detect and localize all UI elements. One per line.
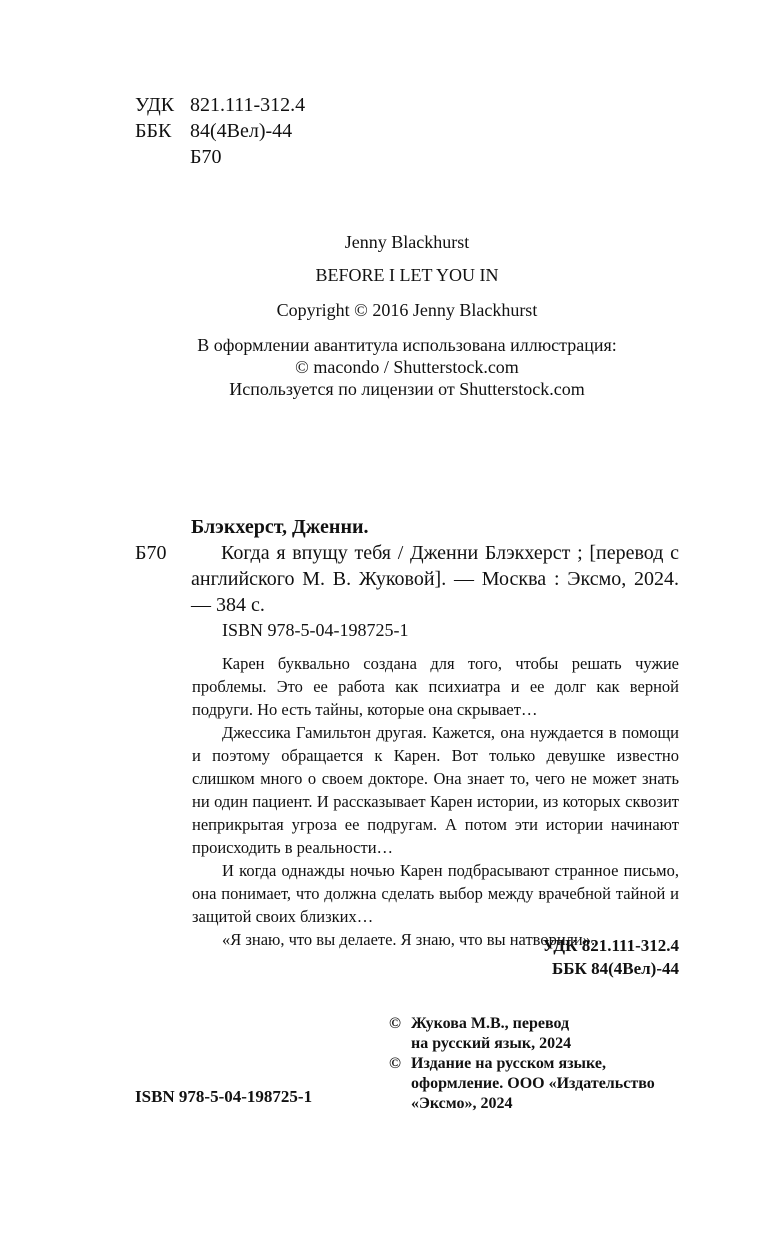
biblio-entry: [135, 540, 679, 618]
bottom-bbk: ББК 84(4Вел)-44: [552, 959, 679, 978]
biblio-heading: Блэкхерст, Дженни.: [191, 516, 369, 538]
copyright-line: Жукова М.В., перевод: [411, 1015, 570, 1032]
copyright-notices: [389, 1014, 689, 1114]
annotation: [192, 652, 679, 951]
copyright-line: оформление. ООО «Издательство: [411, 1075, 655, 1092]
bottom-udk: УДК 821.111-312.4: [542, 936, 679, 955]
udk-value: 821.111-312.4: [190, 94, 306, 116]
copyright-sign: ©: [389, 1055, 401, 1072]
original-title: BEFORE I LET YOU IN: [315, 265, 499, 285]
udk-row: [135, 92, 305, 118]
illustration-line: Используется по лицензии от Shutterstock.com: [229, 379, 585, 399]
author-sign: Б70: [190, 146, 222, 168]
illustration-credit: [135, 334, 679, 400]
annotation-paragraph: И когда однажды ночью Карен подбрасывают странное письмо, она понимает, что должна сделать выбор между врачебной тайной и защитой своих близких…: [192, 861, 679, 926]
illustration-line: В оформлении авантитула использована иллюстрация:: [197, 335, 617, 355]
isbn-record: ISBN 978-5-04-198725-1: [222, 620, 409, 640]
copyright-edition: [389, 1054, 689, 1114]
bibliographic-record: [135, 514, 679, 618]
copyright-line: «Эксмо», 2024: [411, 1095, 513, 1112]
bbk-label: ББК: [135, 120, 172, 142]
copyright-line: на русский язык, 2024: [411, 1035, 572, 1052]
annotation-paragraph: «Я знаю, что вы делаете. Я знаю, что вы натворили».: [222, 930, 596, 949]
isbn-bottom: ISBN 978-5-04-198725-1: [135, 1087, 313, 1106]
bbk-row: [135, 118, 305, 144]
biblio-description: Когда я впущу тебя / Дженни Блэкхерст ; [перевод с английского М. В. Жуковой]. — Москва : Эксмо, 2024. — 384 с.: [191, 542, 679, 616]
bbk-value: 84(4Вел)-44: [190, 120, 293, 142]
copyright-line: Издание на русском языке,: [411, 1055, 606, 1072]
classification-codes: [135, 92, 305, 170]
bottom-classification-codes: [520, 934, 679, 980]
copyright-translation: [389, 1014, 689, 1054]
annotation-paragraph: Джессика Гамильтон другая. Кажется, она нуждается в помощи и поэтому обращается к Карен. Вот только девушке известно слишком много о своем докторе. Она знает то, чего не может знать ни один пациент. И рассказывает Карен истории, из которых сквозит неприкрытая угроза ее подругам. А потом эти истории начинают происходить в реальности…: [192, 723, 679, 857]
copyright-sign: ©: [389, 1015, 401, 1032]
original-author: Jenny Blackhurst: [344, 232, 470, 252]
author-sign-row: [135, 144, 305, 170]
original-copyright: Copyright © 2016 Jenny Blackhurst: [276, 300, 538, 320]
biblio-code: Б70: [135, 542, 167, 564]
illustration-line: © macondo / Shutterstock.com: [295, 357, 519, 377]
udk-label: УДК: [135, 94, 175, 116]
annotation-paragraph: Карен буквально создана для того, чтобы решать чужие проблемы. Это ее работа как психиатра и ее долг как верной подруги. Но есть тайны, которые она скрывает…: [192, 654, 679, 719]
